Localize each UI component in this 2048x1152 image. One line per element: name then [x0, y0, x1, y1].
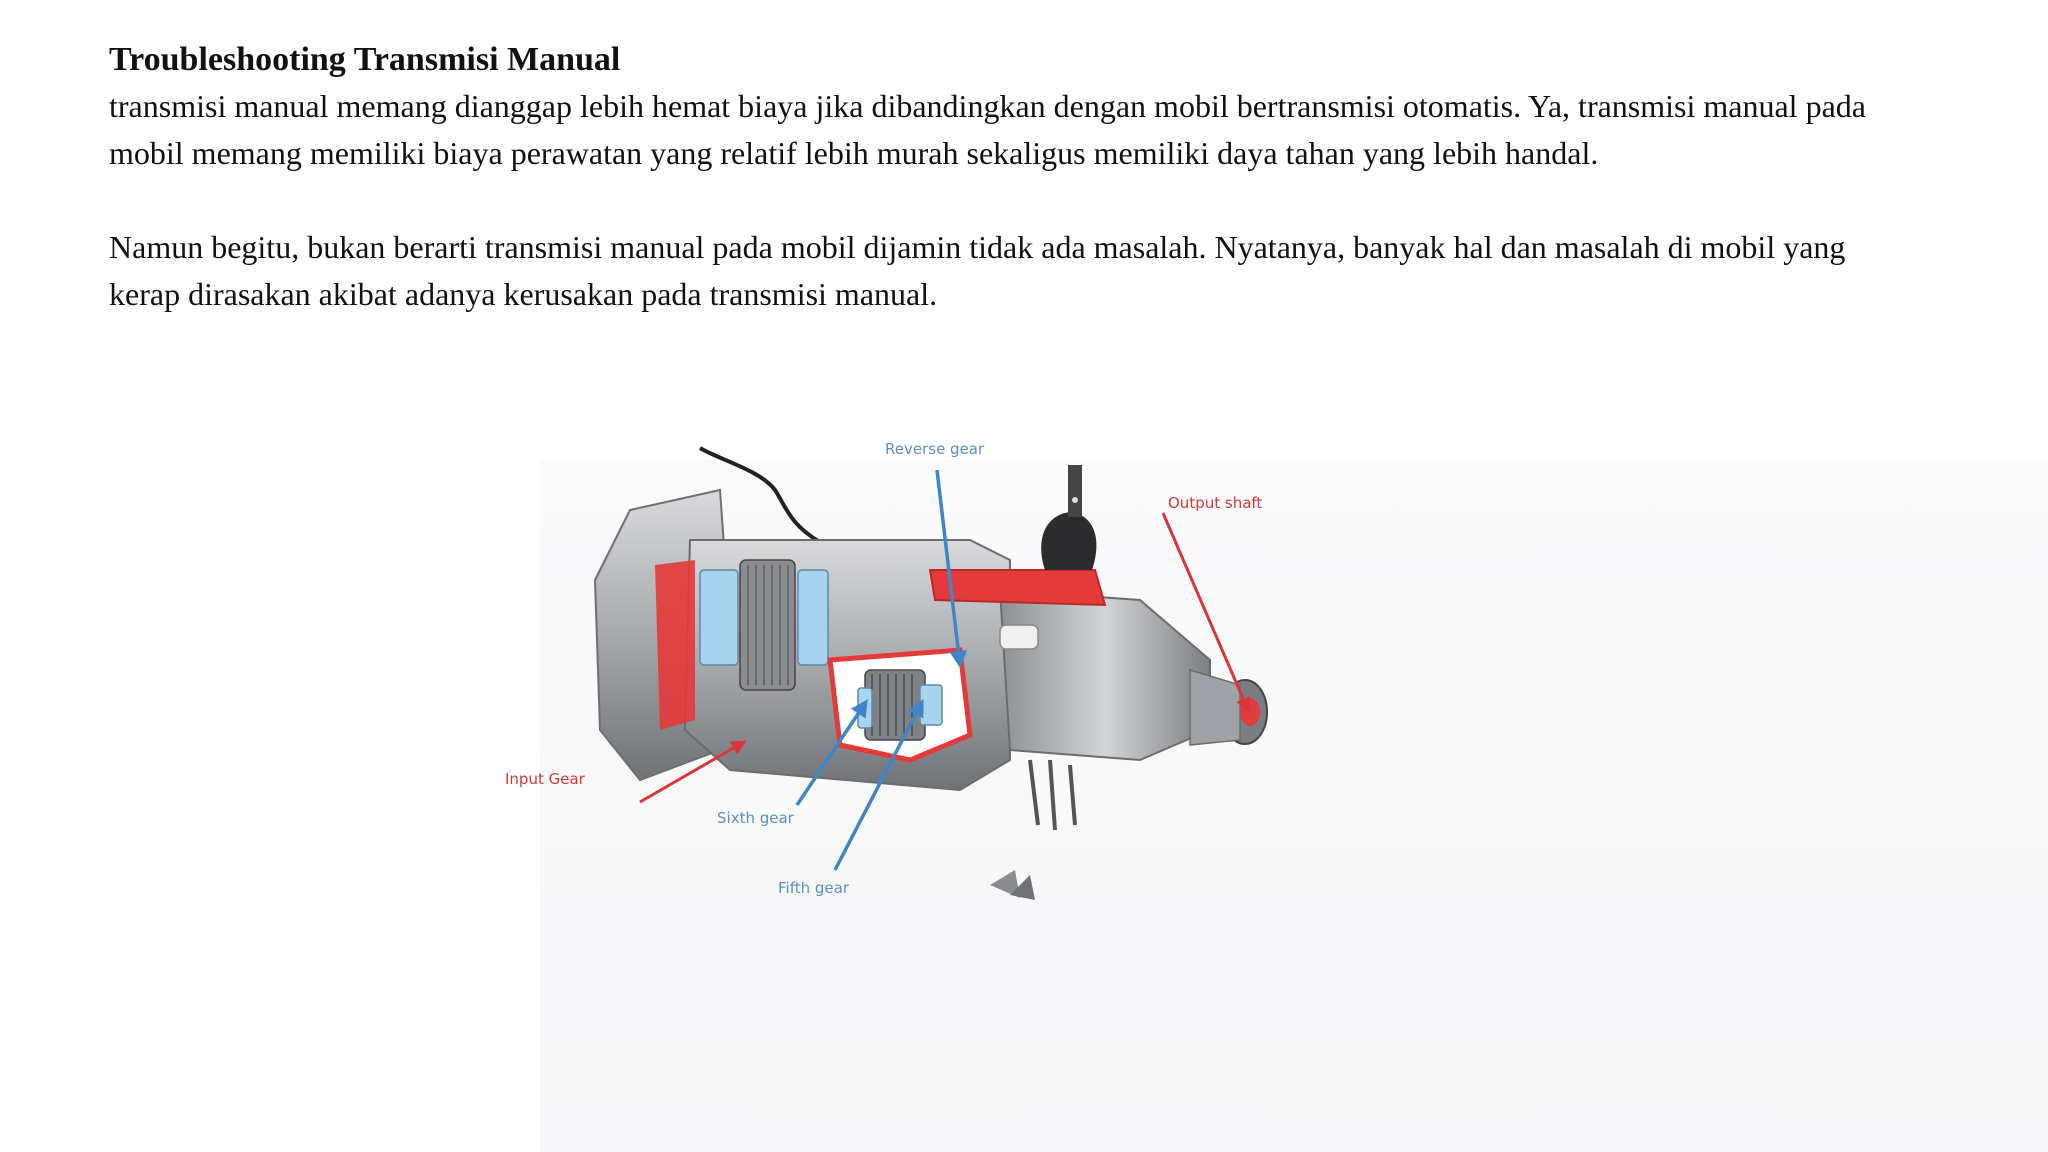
gear-block-light-blue-2	[798, 570, 828, 665]
shifter-stub	[1068, 465, 1082, 517]
shifter-top-plate	[930, 570, 1105, 605]
page-title: Troubleshooting Transmisi Manual	[109, 41, 621, 78]
transmission-diagram	[490, 430, 1330, 910]
shifter-boot	[1041, 512, 1096, 570]
rear-housing	[1000, 590, 1210, 760]
paragraph-2: Namun begitu, bukan berarti transmisi manual pada mobil dijamin tidak ada masalah. Nyatanya, banyak hal dan masalah di mobil yang kerap dirasakan akibat adanya kerusakan pada transmisi manual.	[109, 229, 1846, 312]
gear-block-light-blue-1	[700, 570, 738, 665]
label-reverse-gear: Reverse gear	[885, 440, 985, 458]
paragraph-1: transmisi manual memang dianggap lebih hemat biaya jika dibandingkan dengan mobil bertransmisi otomatis. Ya, transmisi manual pada mobil memang memiliki biaya perawatan yang relatif lebih murah sekaligus memiliki daya tahan yang lebih handal.	[109, 88, 1866, 171]
transmission-illustration	[490, 430, 1330, 910]
text-content	[109, 36, 1869, 318]
label-sixth-gear: Sixth gear	[717, 809, 794, 827]
fifth-gear-highlight	[920, 685, 942, 725]
label-input-gear: Input Gear	[505, 770, 585, 788]
label-fifth-gear: Fifth gear	[778, 879, 849, 897]
label-output-shaft: Output shaft	[1168, 494, 1263, 512]
sensor-part	[1000, 625, 1038, 649]
cutaway-front	[655, 560, 695, 730]
support-legs	[1030, 760, 1075, 830]
